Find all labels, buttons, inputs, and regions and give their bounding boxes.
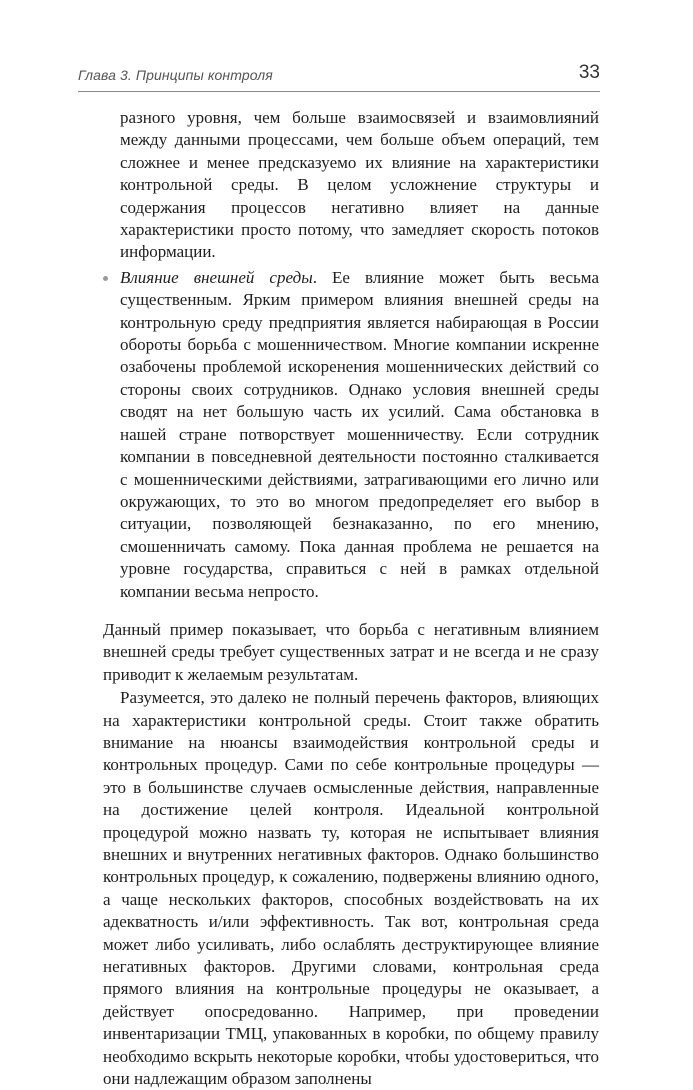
header-divider	[78, 91, 600, 92]
bullet-text: . Ее влияние может быть весьма существенным. Ярким примером влияния внешней среды на контрольную среду предприятия является набирающая в России обороты борьба с мошенничеством. Многие компании искренне озабочены проблемой искоренения мошеннических действий со стороны своих сотрудников. Однако условия внешней среды сводят на нет большую часть их усилий. Сама обстановка в нашей стране потворствует мошенничеству. Если сотрудник компании в повседневной деятельности постоянно сталкивается с мошенническими действиями, затрагивающими его лично или окружающих, то это во многом предопределяет его выбор в ситуации, позволяющей безнаказанно, по его мнению, смошенничать самому. Пока данная проблема не решается на уровне государства, справиться с ней в рамках отдельной компании весьма непросто.	[120, 267, 599, 601]
body-paragraph: Данный пример показывает, что борьба с негативным влиянием внешней среды требует существенных затрат и не всегда и не сразу приводит к желаемым результатам.	[103, 619, 599, 684]
bullet-dot-icon	[103, 276, 108, 281]
bullet-continuation-paragraph: разного уровня, чем больше взаимосвязей и взаимовлияний между данными процессами, чем больше объем операций, тем сложнее и менее предсказуемо их влияние на характеристики контрольной среды. В целом усложнение структуры и содержания процессов негативно влияет на данные характеристики просто потому, что замедляет скорость потоков информации.	[120, 108, 599, 262]
bullet-term: Влияние внешней среды	[120, 267, 313, 287]
bullet-list-item	[120, 267, 599, 603]
body-paragraph: Разумеется, это далеко не полный перечень факторов, влияющих на характеристики контрольной среды. Стоит также обратить внимание на нюансы взаимодействия контрольной среды и контрольных процедур. Сами по себе контрольные процедуры — это в большинстве случаев осмысленные действия, направленные на достижение целей контроля. Идеальной контрольной процедурой можно назвать ту, которая не испытывает влияния внешних и внутренних негативных факторов. Однако большинство контрольных процедур, к сожалению, подвержены влиянию одного, а чаще нескольких факторов, способных воздействовать на их адекватность и/или эффективность. Так вот, контрольная среда может либо усиливать, либо ослаблять деструктирующее влияние негативных факторов. Другими словами, контрольная среда прямого влияния на контрольные процедуры не оказывает, а действует опосредованно. Например, при проведении инвентаризации ТМЦ, упакованных в коробки, по общему правилу необходимо вскрыть некоторые коробки, чтобы удостовериться, что они надлежащим образом заполнены	[103, 688, 599, 1089]
page-body	[103, 107, 599, 1090]
running-title: Глава 3. Принципы контроля	[78, 67, 273, 83]
page-number: 33	[578, 62, 600, 83]
running-header	[78, 62, 600, 88]
